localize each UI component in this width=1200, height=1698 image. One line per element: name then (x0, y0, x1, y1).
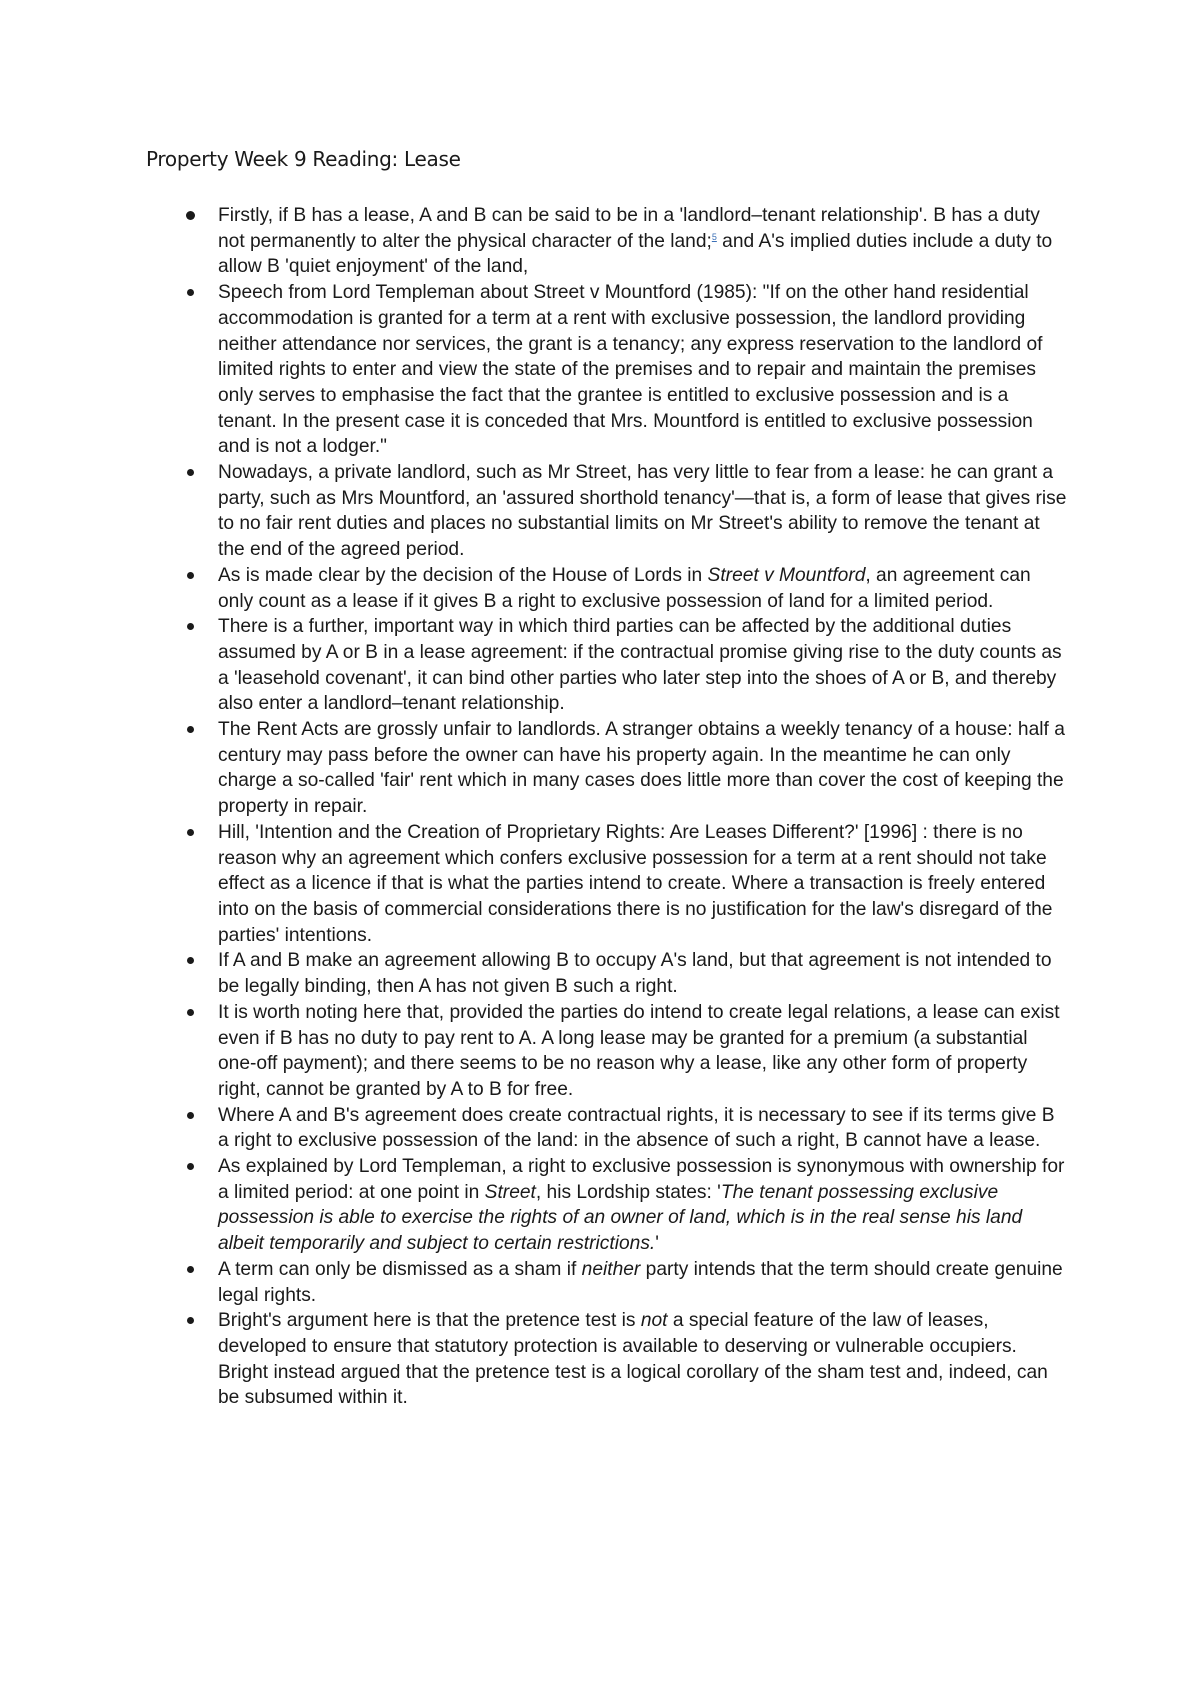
bullet-dot-icon (187, 1009, 194, 1016)
bullet-text: ' (655, 1233, 659, 1255)
bullet-item (218, 563, 1068, 614)
bullet-item (218, 1000, 1068, 1103)
bullet-text: The Rent Acts are grossly unfair to landlords. A stranger obtains a weekly tenancy of a house: half a century may pass before the owner can have his property again. In the meantime he can only charge a so-called 'fair' rent which in many cases does little more than cover the cost of keeping the property in repair. (218, 719, 1065, 818)
bullet-text: A term can only be dismissed as a sham if (218, 1258, 582, 1280)
bullet-item (218, 203, 1068, 280)
bullet-text: Nowadays, a private landlord, such as Mr Street, has very little to fear from a lease: he can grant a party, such as Mrs Mountford, an 'assured shorthold tenancy'—that is, a form of lease that gives rise to no fair rent duties and places no substantial limits on Mr Street's ability to remove the tenant at the end of the agreed period. (218, 462, 1067, 561)
bullet-text: a special feature of the law of leases, developed to ensure that statutory protection is available to deserving or vulnerable occupiers. Bright instead argued that the pretence test is a logical corollary of the sham test and, indeed, can be subsumed within it. (218, 1310, 1048, 1409)
bullet-dot-icon (187, 1317, 194, 1324)
bullet-dot-icon (187, 623, 194, 630)
bullet-text: Hill, 'Intention and the Creation of Proprietary Rights: Are Leases Different?' [1996] : there is no reason why an agreement which confers exclusive possession for a term at a rent should not take effect as a licence if that is what the parties intend to create. Where a transaction is freely entered into on the basis of commercial considerations there is no justification for the law's disregard of the parties' intentions. (218, 821, 1053, 946)
bullet-dot-icon (187, 1266, 194, 1273)
footnote-link[interactable]: 5 (711, 231, 717, 242)
bullet-text: Firstly, if B has a lease, A and B can be said to be in a 'landlord–tenant relationship'. B has a duty not permanently to alter the physical character of the land; (218, 205, 1040, 252)
bullet-dot-icon (186, 211, 195, 220)
bullet-dot-icon (187, 829, 194, 836)
bullet-item (218, 1308, 1068, 1411)
bullet-text: Bright's argument here is that the pretence test is (218, 1310, 641, 1332)
bullet-dot-icon (187, 957, 194, 964)
bullet-item (218, 948, 1068, 999)
bullet-dot-icon (187, 469, 194, 476)
bullet-text: It is worth noting here that, provided the parties do intend to create legal relations, a lease can exist even if B has no duty to pay rent to A. A long lease may be granted for a premium (a substantial one-off payment); and there seems to be no reason why a lease, like any other form of property right, cannot be granted by A to B for free. (218, 1001, 1060, 1100)
bullet-item (218, 1154, 1068, 1257)
bullet-text: As is made clear by the decision of the House of Lords in (218, 564, 708, 586)
bullet-dot-icon (187, 1163, 194, 1170)
bullet-text: If A and B make an agreement allowing B to occupy A's land, but that agreement is not intended to be legally binding, then A has not given B such a right. (218, 950, 1052, 998)
bullet-item (218, 1257, 1068, 1308)
bullet-text: As explained by Lord Templeman, a right to exclusive possession is synonymous with ownership for a limited period: at one point in (218, 1156, 1065, 1203)
italic-text: The tenant possessing exclusive possession is able to exercise the rights of an owner of land, which is in the real sense his land albeit temporarily and subject to certain restrictions. (218, 1181, 1023, 1255)
bullet-text: , an agreement can only count as a lease if it gives B a right to exclusive possession of land for a limited period. (218, 564, 1031, 612)
bullet-dot-icon (187, 289, 194, 296)
bullet-dot-icon (187, 726, 194, 733)
bullet-text: Speech from Lord Templeman about Street v Mountford (1985): "If on the other hand residential accommodation is granted for a term at a rent with exclusive possession, the landlord providing neither attendance nor services, the grant is a tenancy; any express reservation to the landlord of limited rights to enter and view the state of the premises and to repair and maintain the premises only serves to emphasise the fact that the grantee is entitled to exclusive possession and is a tenant. In the present case it is conceded that Mrs. Mountford is entitled to exclusive possession and is not a lodger." (218, 282, 1043, 458)
bullet-item (218, 717, 1068, 820)
italic-text: Street v Mountford (707, 564, 866, 586)
bullet-text: party intends that the term should create genuine legal rights. (218, 1258, 1063, 1306)
bullet-item (218, 614, 1068, 717)
page-title: Property Week 9 Reading: Lease (146, 147, 461, 171)
bullet-text: , his Lordship states: ' (535, 1181, 721, 1203)
bullet-item (218, 280, 1068, 460)
bullet-item (218, 820, 1068, 949)
bullet-dot-icon (187, 572, 194, 579)
bullet-text: and A's implied duties include a duty to allow B 'quiet enjoyment' of the land, (218, 230, 1053, 278)
bullet-list (218, 203, 1068, 1411)
bullet-dot-icon (187, 1112, 194, 1119)
italic-text: neither (581, 1258, 641, 1280)
italic-text: Street (484, 1181, 536, 1203)
bullet-item (218, 460, 1068, 563)
bullet-text: There is a further, important way in which third parties can be affected by the additional duties assumed by A or B in a lease agreement: if the contractual promise giving rise to the duty counts as a 'leasehold covenant', it can bind other parties who later step into the shoes of A or B, and thereby also enter a landlord–tenant relationship. (218, 616, 1062, 715)
bullet-item (218, 1103, 1068, 1154)
italic-text: not (640, 1310, 668, 1332)
bullet-text: Where A and B's agreement does create contractual rights, it is necessary to see if its terms give B a right to exclusive possession of the land: in the absence of such a right, B cannot have a lease. (218, 1104, 1055, 1152)
